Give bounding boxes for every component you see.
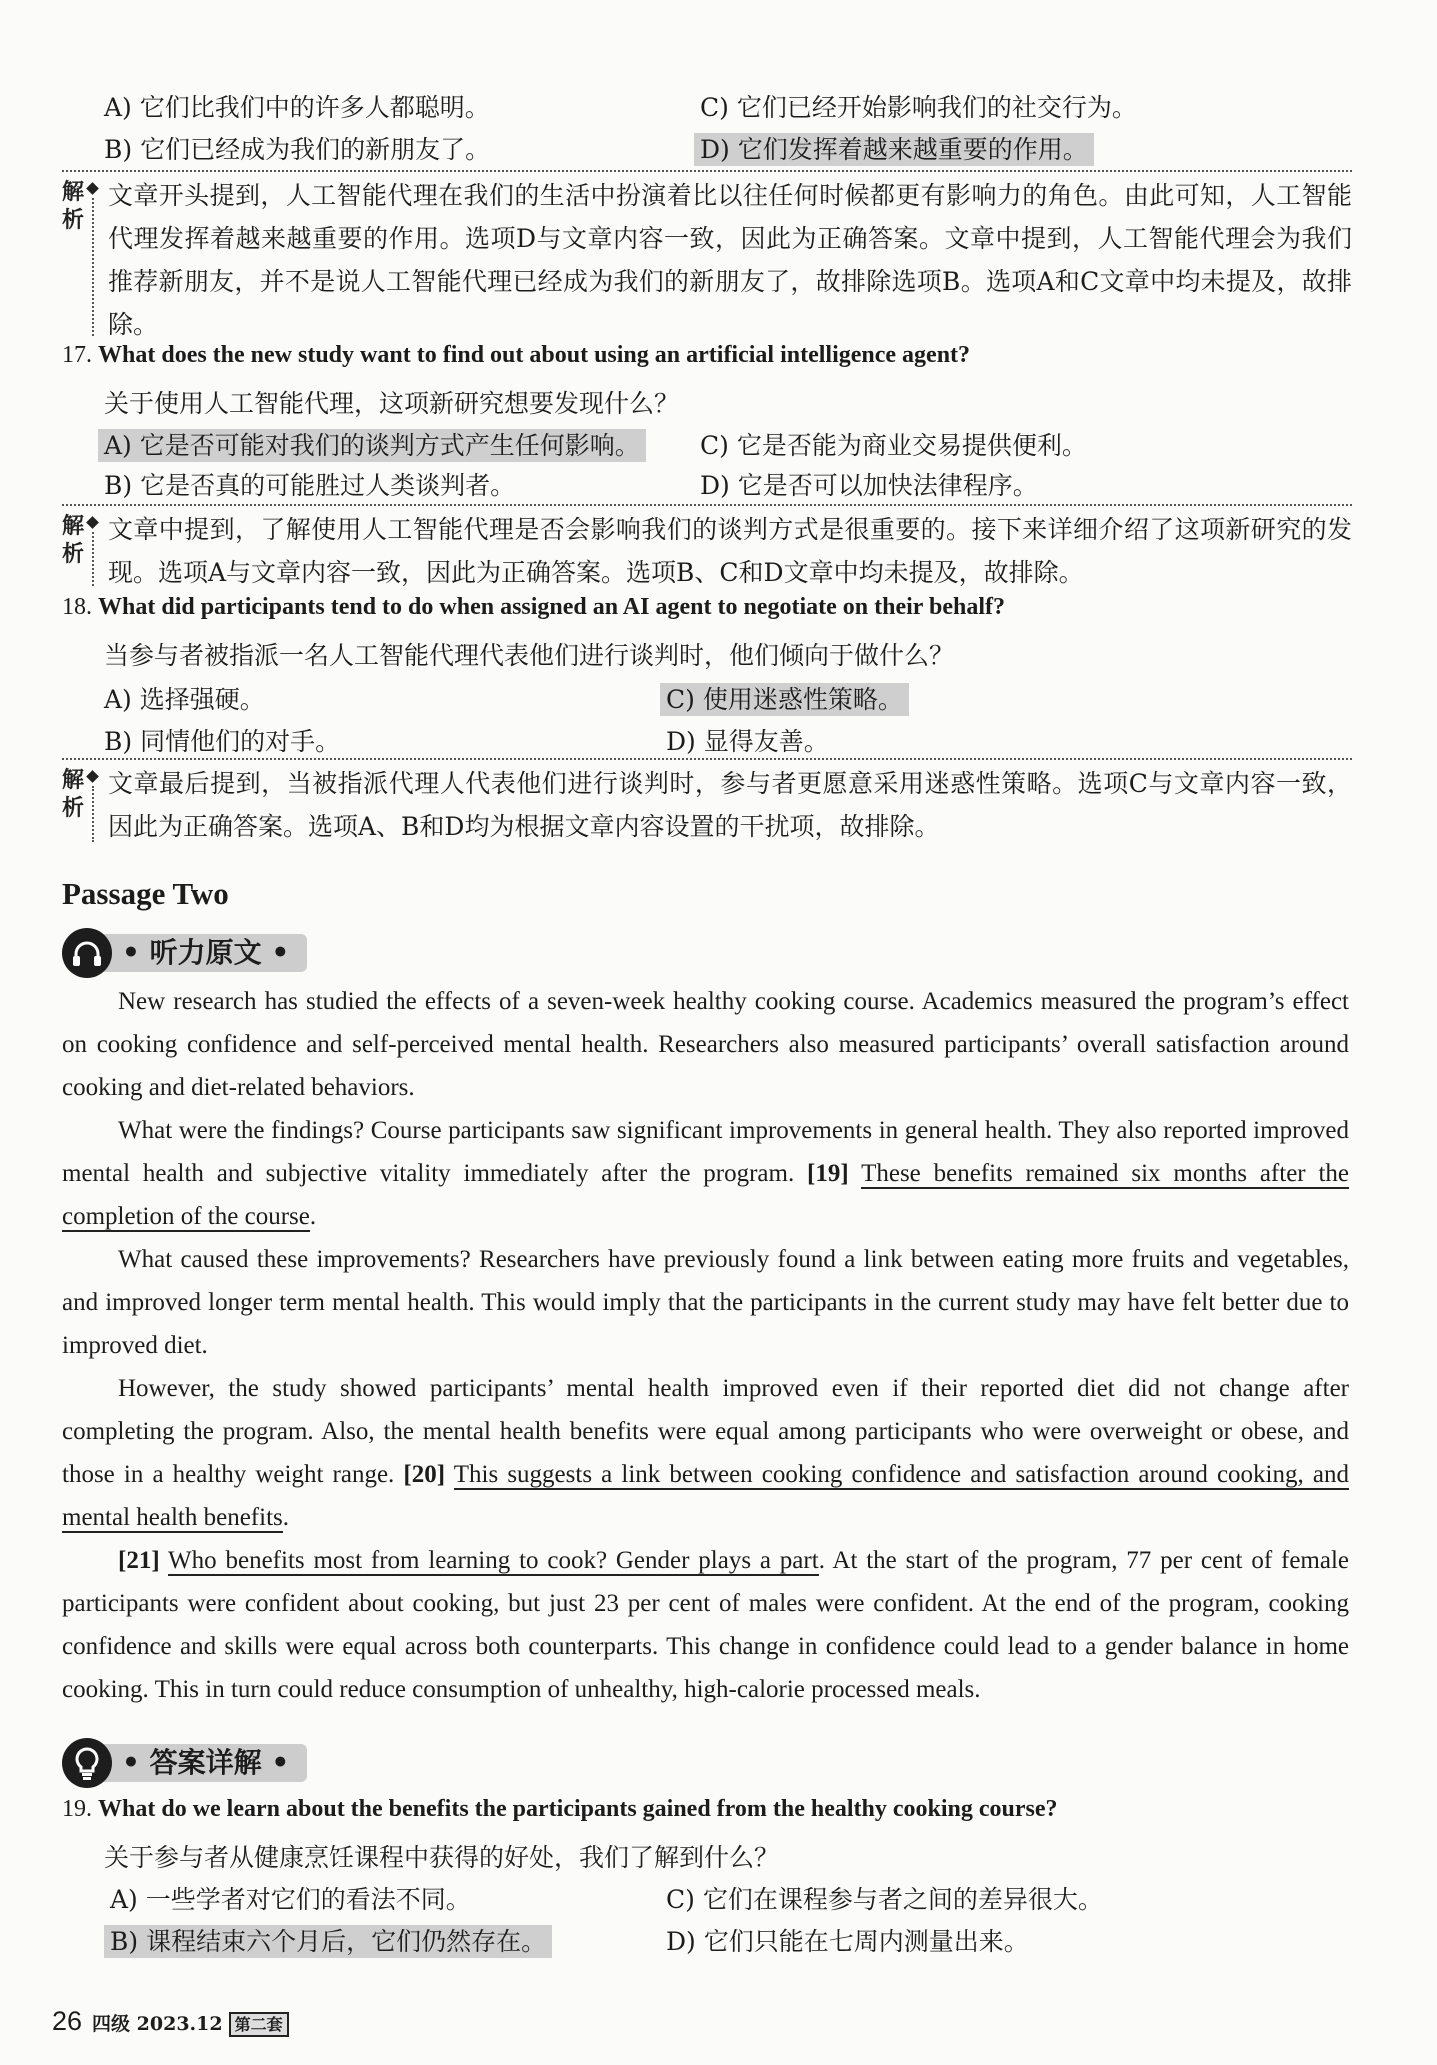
paragraph-4: However, the study showed participants’ mental health improved even if their reported diet did not change after completing the program. Also, the mental health benefits were equal among participants who were overweight or obese, and those in a healthy weight range. [20] This suggests a link between cooking confidence and satisfaction around cooking, and mental health benefits. <box>62 1375 1349 1531</box>
q19-option-c: C) 它们在课程参与者之间的差异很大。 <box>666 1885 1103 1914</box>
q16-option-a: A) 它们比我们中的许多人都聪明。 <box>104 93 490 122</box>
footer-volume: 第二套 <box>229 2012 289 2037</box>
q18-explanation-text: 文章最后提到，当被指派代理人代表他们进行谈判时，参与者更愿意采用迷惑性策略。选项C与文章内容一致，因此为正确答案。选项A、B和D均为根据文章内容设置的干扰项，故排除。 <box>108 769 1352 841</box>
q17-question: 17. What does the new study want to find out about using an artificial intelligence agent? <box>62 342 971 368</box>
q18-option-b: B) 同情他们的对手。 <box>104 727 341 756</box>
q16-option-d-answer: D) 它们发挥着越来越重要的作用。 <box>694 133 1094 166</box>
underlined-answer-20: This suggests a link between cooking confidence and satisfaction around cooking, and mental health benefits <box>62 1461 1349 1531</box>
diamond-icon <box>86 516 99 529</box>
q19-option-b-answer: B) 课程结束六个月后，它们仍然存在。 <box>104 1925 552 1958</box>
q19-option-a: A) 一些学者对它们的看法不同。 <box>110 1885 471 1914</box>
q17-explanation-text: 文章中提到，了解使用人工智能代理是否会影响我们的谈判方式是很重要的。接下来详细介绍了这项新研究的发现。选项A与文章内容一致，因此为正确答案。选项B、C和D文章中均未提及，故排除。 <box>108 515 1352 587</box>
lightbulb-icon <box>62 1738 112 1788</box>
q18-option-d: D) 显得友善。 <box>666 727 829 756</box>
headphones-icon <box>62 928 112 978</box>
q17-option-b: B) 它是否真的可能胜过人类谈判者。 <box>104 471 516 500</box>
explanation-label: 解析 <box>62 767 85 821</box>
q16-explanation-text: 文章开头提到，人工智能代理在我们的生活中扮演着比以往任何时候都更有影响力的角色。由此可知，人工智能代理发挥着越来越重要的作用。选项D与文章内容一致，因此为正确答案。文章中提到，人工智能代理会为我们推荐新朋友，并不是说人工智能代理已经成为我们的新朋友了，故排除选项B。选项A和C文章中均未提及，故排除。 <box>108 181 1352 339</box>
q16-option-c: C) 它们已经开始影响我们的社交行为。 <box>700 93 1137 122</box>
passage-two-title: Passage Two <box>62 876 229 911</box>
diamond-icon <box>86 770 99 783</box>
listening-badge-label: • 听力原文 • <box>92 934 307 972</box>
paragraph-3: What caused these improvements? Researchers have previously found a link between eating more fruits and vegetables, and improved longer term mental health. This would imply that the participants in the current study may have felt better due to improved diet. <box>62 1246 1349 1359</box>
answer-marker-20: [20] <box>403 1461 446 1488</box>
q18-option-c-answer: C) 使用迷惑性策略。 <box>660 683 909 716</box>
q16-explanation <box>62 170 1352 340</box>
q18-question-cn: 当参与者被指派一名人工智能代理代表他们进行谈判时，他们倾向于做什么？ <box>104 641 955 670</box>
q18-option-a: A) 选择强硬。 <box>104 685 265 714</box>
underlined-answer-19: These benefits remained six months after the completion of the course <box>62 1160 1349 1230</box>
q19-question: 19. What do we learn about the benefits the participants gained from the healthy cooking course? <box>62 1796 1058 1822</box>
paragraph-5: [21] Who benefits most from learning to cook? Gender plays a part. At the start of the program, 77 per cent of female participants were confident about cooking, but just 23 per cent of males were confident. At the end of the program, cooking confidence and skills were equal across both counterparts. This change in confidence could lead to a gender balance in home cooking. This in turn could reduce consumption of unhealthy, high-calorie processed meals. <box>62 1547 1349 1703</box>
underlined-answer-21: Who benefits most from learning to cook? Gender plays a part <box>168 1547 819 1574</box>
explanation-label: 解析 <box>62 513 85 567</box>
answer-marker-21: [21] <box>118 1547 160 1574</box>
q17-question-cn: 关于使用人工智能代理，这项新研究想要发现什么？ <box>104 389 680 418</box>
q16-option-b: B) 它们已经成为我们的新朋友了。 <box>104 135 491 164</box>
paragraph-1: New research has studied the effects of a seven-week healthy cooking course. Academics measured the program’s effect on cooking confidence and self-perceived mental health. Researchers also measured participants’ overall satisfaction around cooking and diet-related behaviors. <box>62 988 1349 1101</box>
q19-option-d: D) 它们只能在七周内测量出来。 <box>666 1927 1029 1956</box>
explanation-label: 解析 <box>62 179 85 233</box>
q18-explanation <box>62 758 1352 846</box>
passage-two-text <box>62 980 1349 1711</box>
q17-explanation <box>62 504 1352 590</box>
page-footer <box>52 2006 289 2037</box>
footer-label: 四级 2023.12 <box>92 2013 223 2035</box>
q17-option-c: C) 它是否能为商业交易提供便利。 <box>700 431 1087 460</box>
paragraph-2: What were the findings? Course participants saw significant improvements in general health. They also reported improved mental health and subjective vitality immediately after the program. [19] These benefits remained six months after the completion of the course. <box>62 1117 1349 1230</box>
diamond-icon <box>86 182 99 195</box>
q17-option-a-answer: A) 它是否可能对我们的谈判方式产生任何影响。 <box>98 429 646 462</box>
q19-question-cn: 关于参与者从健康烹饪课程中获得的好处，我们了解到什么？ <box>104 1843 780 1872</box>
page-number: 26 <box>52 2006 83 2036</box>
answer-marker-19: [19] <box>807 1160 849 1187</box>
q17-option-d: D) 它是否可以加快法律程序。 <box>700 471 1038 500</box>
q18-question: 18. What did participants tend to do when assigned an AI agent to negotiate on their behalf? <box>62 594 1005 620</box>
answer-badge-label: • 答案详解 • <box>92 1744 307 1782</box>
